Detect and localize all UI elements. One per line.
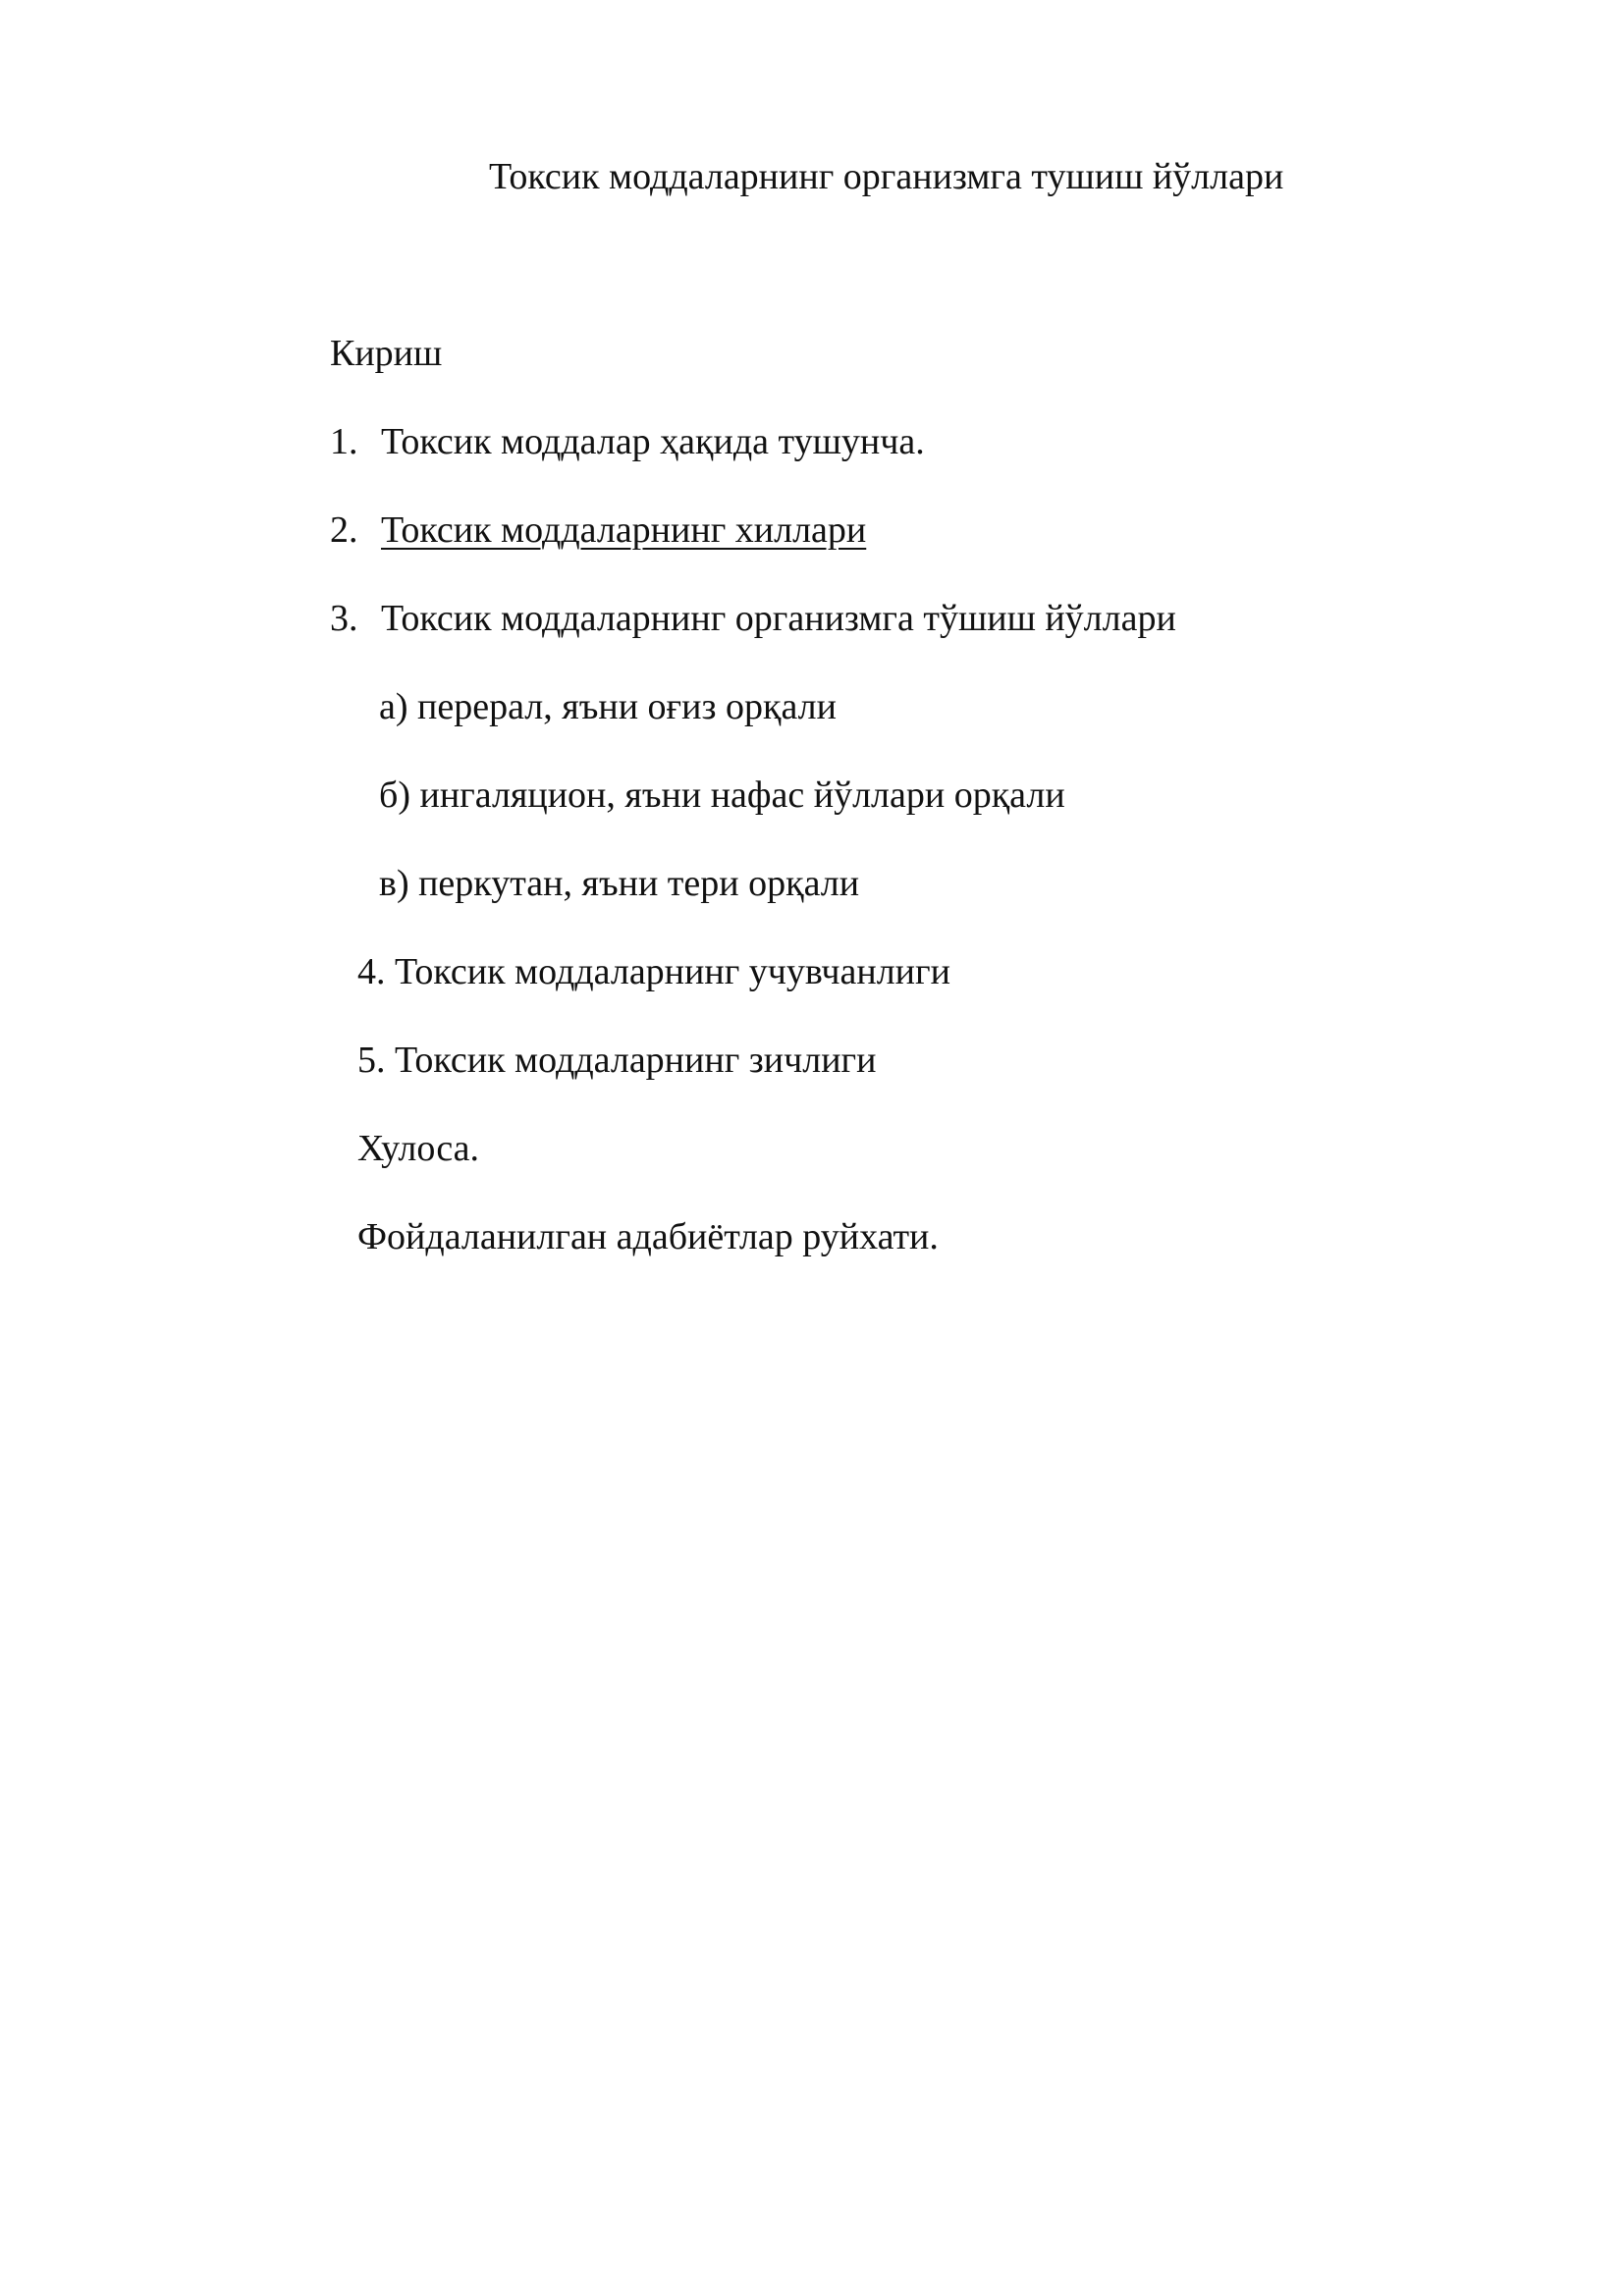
list-item-number: 2. <box>330 509 358 551</box>
list-item-number: 3. <box>330 598 358 639</box>
document-title: Токсик моддаларнинг организмга тушиш йўллари <box>489 156 1284 197</box>
list-item: 4. Токсик моддаларнинг учувчанлиги <box>357 951 950 992</box>
sub-item: а) перерал, яъни оғиз орқали <box>379 686 837 727</box>
sub-item: в) перкутан, яъни тери орқали <box>379 863 860 904</box>
list-item: 5. Токсик моддаларнинг зичлиги <box>357 1040 877 1081</box>
list-item-text: Токсик моддаларнинг организмга тўшиш йўллари <box>381 598 1176 639</box>
list-item <box>330 595 1176 642</box>
intro-heading: Кириш <box>330 333 443 374</box>
conclusion-heading: Хулоса. <box>357 1128 480 1169</box>
references-heading: Фойдаланилган адабиётлар руйхати. <box>357 1216 939 1257</box>
list-item <box>330 418 925 465</box>
list-item-text: Токсик моддаларнинг хиллари <box>381 509 867 551</box>
sub-item: б) ингаляцион, яъни нафас йўллари орқали <box>379 774 1065 816</box>
list-item-number: 1. <box>330 421 358 462</box>
list-item <box>330 507 866 554</box>
list-item-text: Токсик моддалар ҳақида тушунча. <box>381 421 925 462</box>
